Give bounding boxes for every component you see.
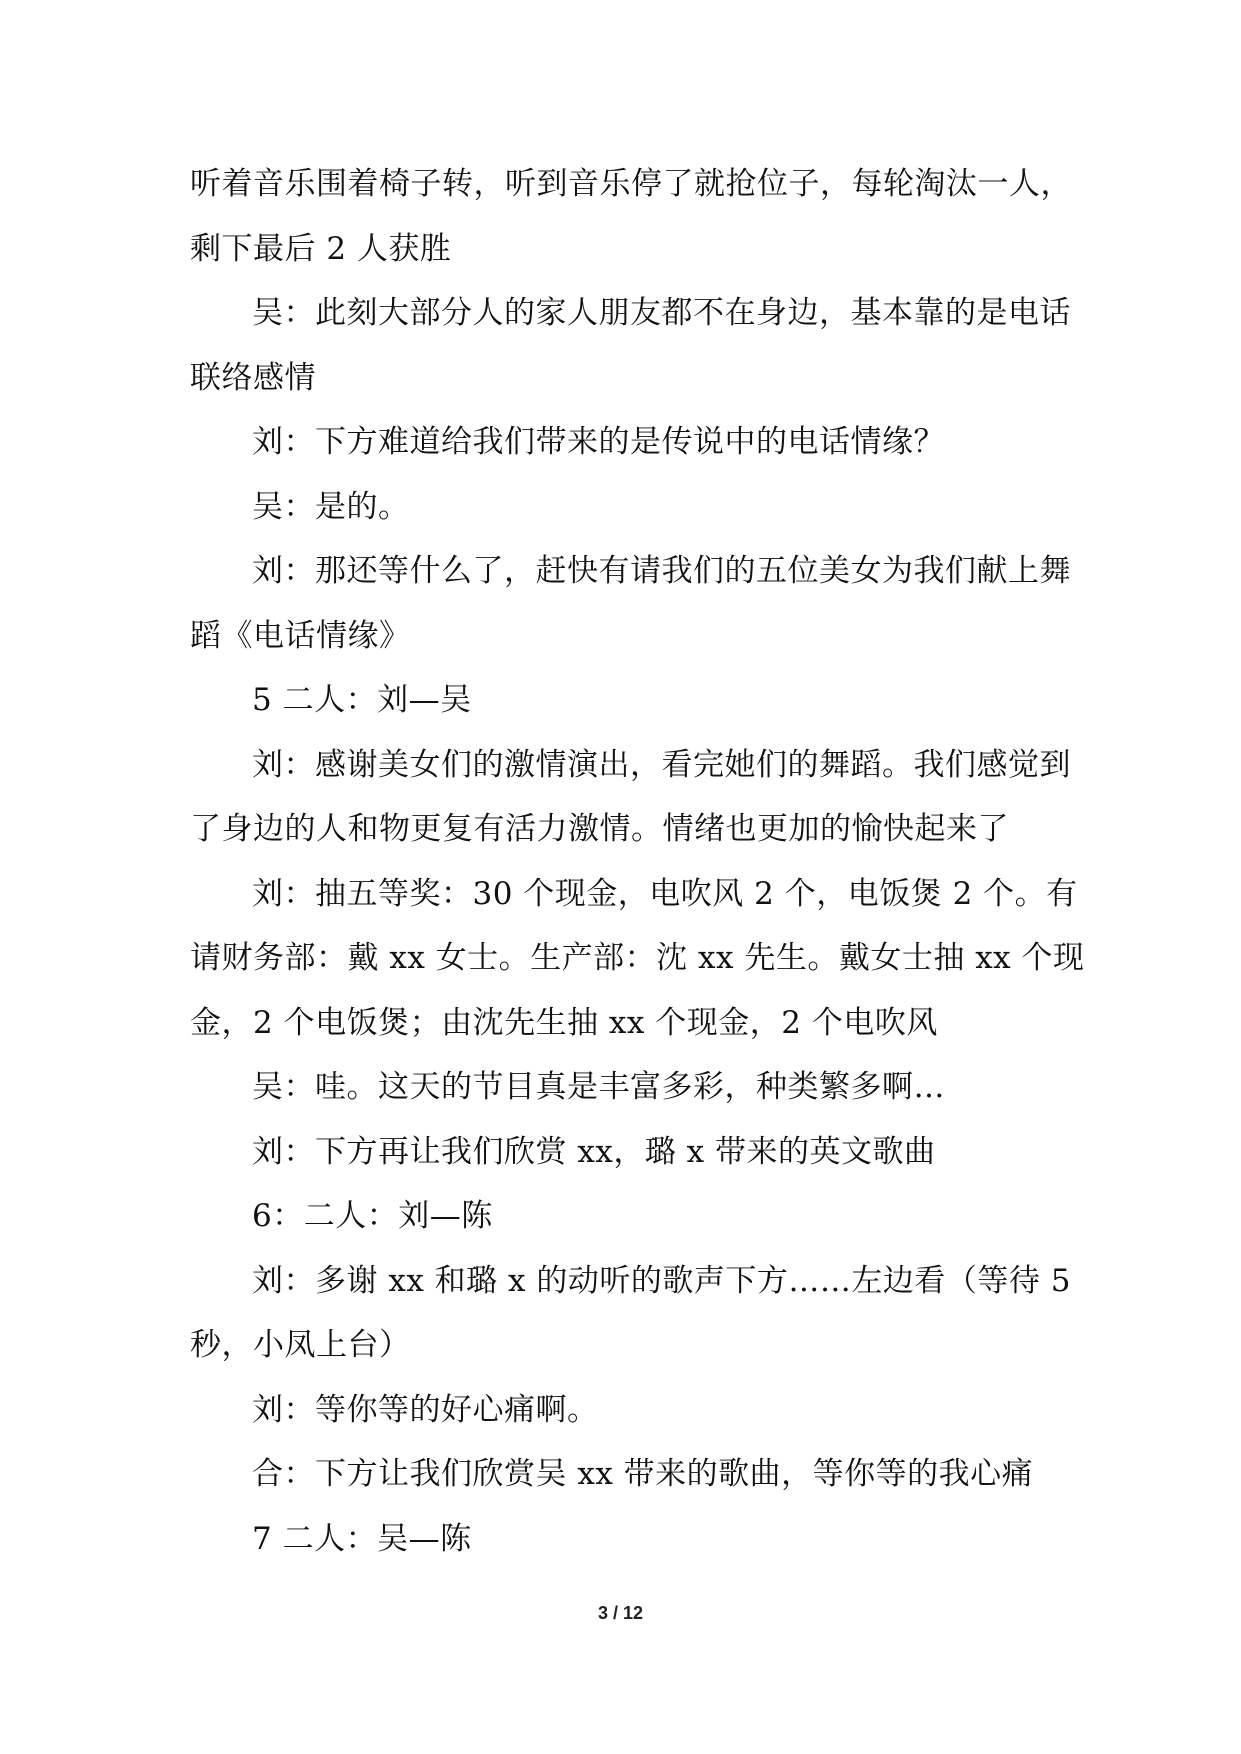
paragraph: 请财务部：戴 xx 女士。生产部：沈 xx 先生。戴女士抽 xx 个现 xyxy=(190,940,1085,976)
paragraph: 刘：下方再让我们欣赏 xx，璐 x 带来的英文歌曲 xyxy=(252,1133,936,1170)
paragraph: 吴：哇。这天的节目真是丰富多彩，种类繁多啊… xyxy=(252,1069,945,1105)
page-body xyxy=(190,152,1085,1571)
paragraph: 刘：那还等什么了，赶快有请我们的五位美女为我们献上舞 xyxy=(252,553,1071,589)
section-heading: 5 二人：刘—吴 xyxy=(252,682,472,718)
paragraph: 金，2 个电饭煲；由沈先生抽 xx 个现金，2 个电吹风 xyxy=(190,1004,938,1041)
paragraph: 了身边的人和物更复有活力激情。情绪也更加的愉快起来了 xyxy=(190,811,1009,847)
paragraph: 刘：下方难道给我们带来的是传说中的电话情缘？ xyxy=(252,424,945,460)
paragraph: 吴：是的。 xyxy=(252,488,410,525)
paragraph: 合：下方让我们欣赏吴 xx 带来的歌曲，等你等的我心痛 xyxy=(252,1456,1034,1492)
section-heading: 6：二人：刘—陈 xyxy=(252,1198,493,1234)
paragraph: 秒，小凤上台） xyxy=(190,1327,411,1363)
paragraph: 刘：等你等的好心痛啊。 xyxy=(252,1391,599,1428)
page-number: 3 / 12 xyxy=(597,1603,644,1623)
paragraph: 吴：此刻大部分人的家人朋友都不在身边，基本靠的是电话 xyxy=(252,295,1071,331)
paragraph: 听着音乐围着椅子转，听到音乐停了就抢位子，每轮淘汰一人， xyxy=(190,166,1072,202)
paragraph: 刘：感谢美女们的激情演出，看完她们的舞蹈。我们感觉到 xyxy=(252,746,1071,783)
paragraph: 联络感情 xyxy=(190,359,316,396)
section-heading: 7 二人：吴—陈 xyxy=(252,1520,472,1557)
paragraph: 剩下最后 2 人获胜 xyxy=(190,230,452,267)
paragraph: 刘：多谢 xx 和璐 x 的动听的歌声下方……左边看（等待 5 xyxy=(252,1262,1071,1299)
paragraph: 蹈《电话情缘》 xyxy=(190,617,411,654)
paragraph: 刘：抽五等奖：30 个现金，电吹风 2 个，电饭煲 2 个。有 xyxy=(252,875,1078,912)
